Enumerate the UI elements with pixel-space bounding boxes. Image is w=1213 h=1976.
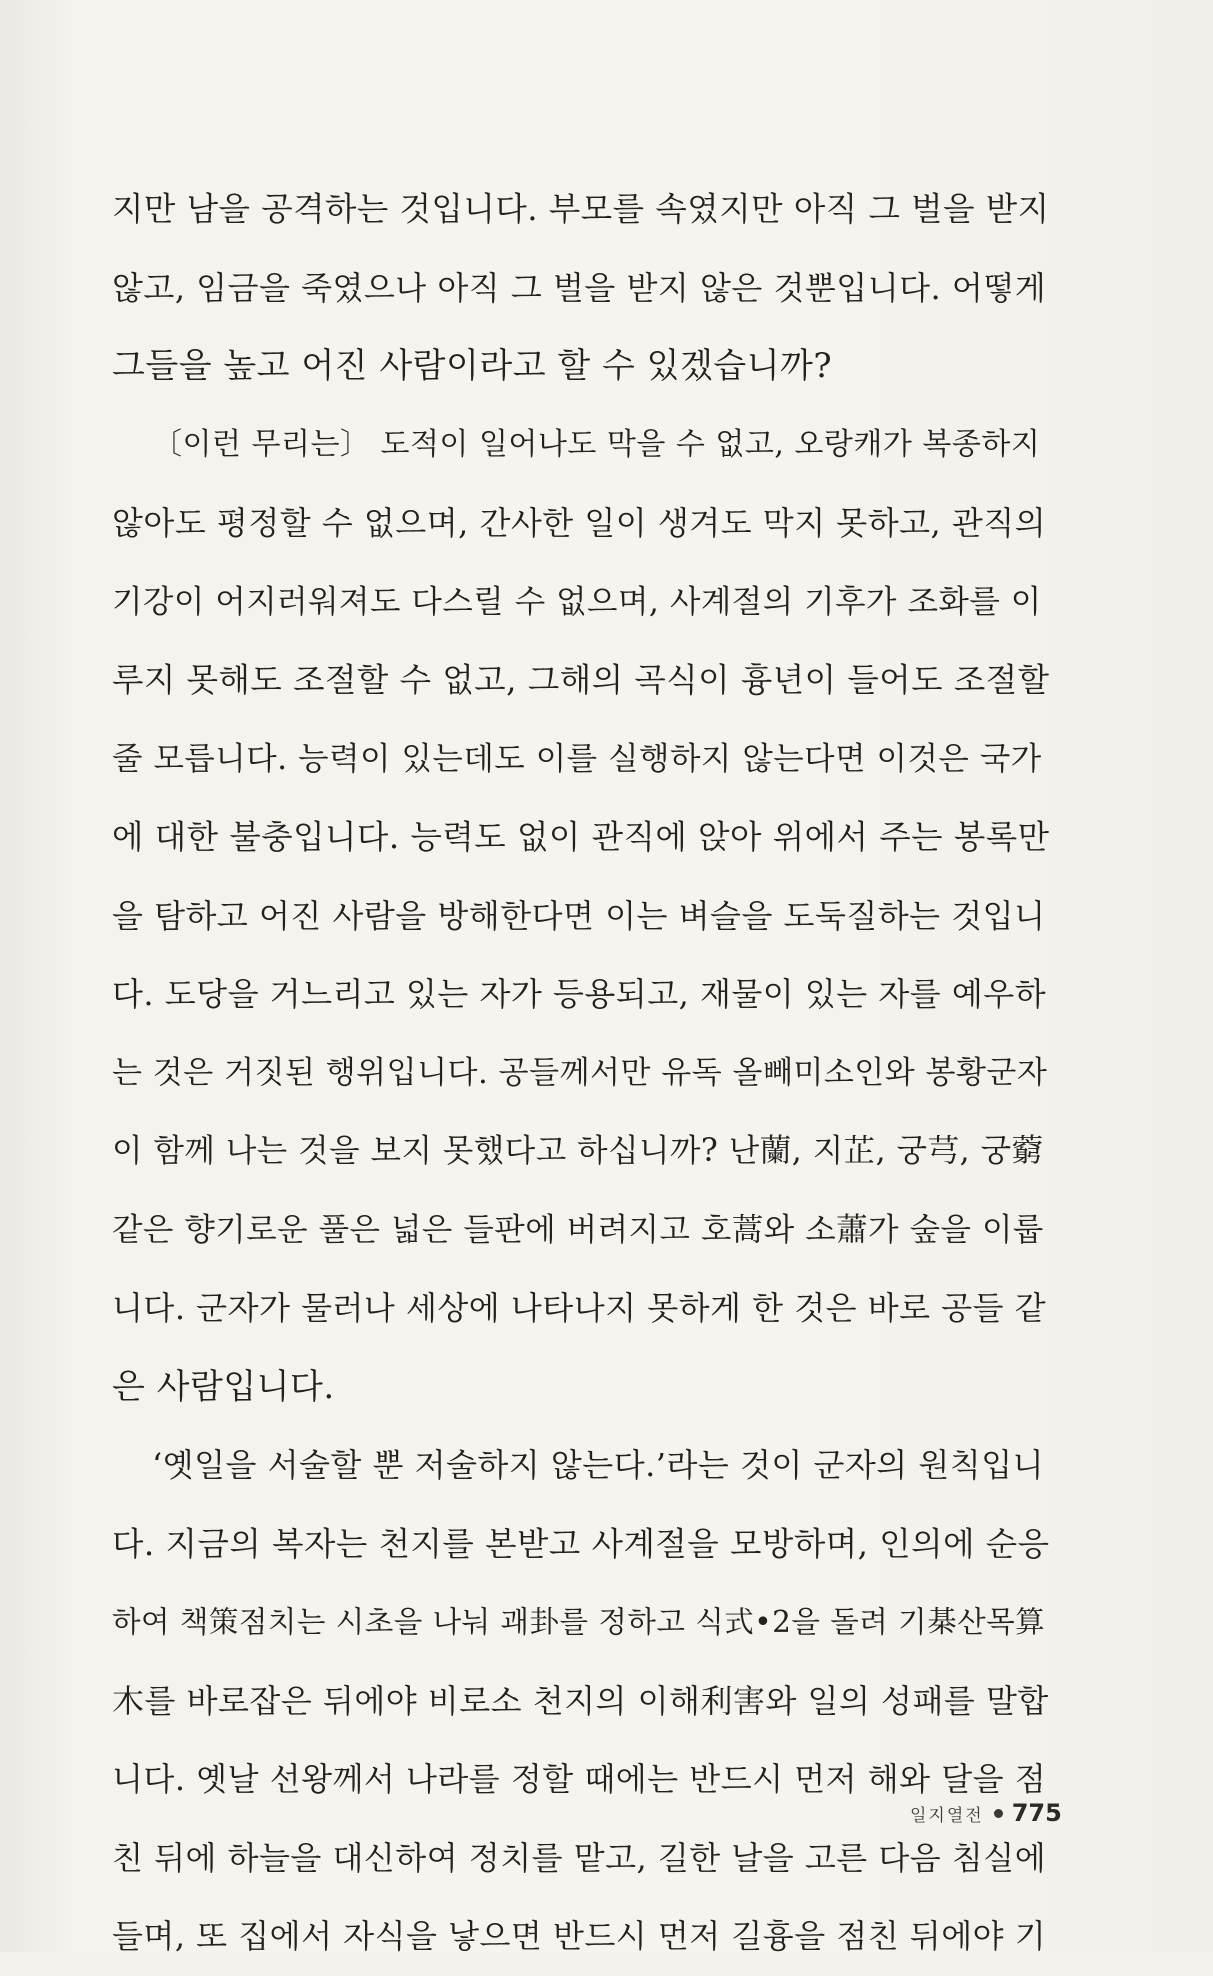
text-line: 은 사람입니다. bbox=[112, 1366, 335, 1407]
text-line: 이 함께 나는 것을 보지 못했다고 하십니까? 난蘭, 지芷, 궁芎, 궁藭 bbox=[112, 1133, 1044, 1169]
text-line: 들며, 또 집에서 자식을 낳으면 반드시 먼저 길흉을 점친 뒤에야 기 bbox=[112, 1917, 1047, 1955]
text-line: 같은 향기로운 풀은 넓은 들판에 버려지고 호蒿와 소蕭가 숲을 이룹 bbox=[112, 1211, 1044, 1248]
text-line: 루지 못해도 조절할 수 없고, 그해의 곡식이 흉년이 들어도 조절할 bbox=[112, 661, 1050, 699]
paragraph-1 bbox=[112, 170, 1052, 406]
body-text bbox=[112, 170, 1052, 1976]
text-line: 하여 책策점치는 시초을 나눠 괘卦를 정하고 식式•2을 돌려 기棊산목算 bbox=[112, 1605, 1046, 1639]
page-number: 775 bbox=[1011, 1799, 1062, 1827]
text-line: 기강이 어지러워져도 다스릴 수 없으며, 사계절의 기후가 조화를 이 bbox=[112, 583, 1042, 620]
text-line: 않고, 임금을 죽였으나 아직 그 벌을 받지 않은 것뿐입니다. 어떻게 bbox=[112, 268, 1047, 307]
paragraph-3 bbox=[112, 1426, 1052, 1976]
text-line: 다. 지금의 복자는 천지를 본받고 사계절을 모방하며, 인의에 순응 bbox=[112, 1524, 1050, 1563]
text-line: 는 것은 거짓된 행위입니다. 공들께서만 유독 올빼미소인와 봉황군자 bbox=[112, 1054, 1048, 1091]
text-line: 에 대한 불충입니다. 능력도 없이 관직에 앉아 위에서 주는 봉록만 bbox=[112, 818, 1050, 856]
text-line: 친 뒤에 하늘을 대신하여 정치를 맡고, 길한 날을 고른 다음 침실에 bbox=[112, 1838, 1047, 1877]
text-line: ‘옛일을 서술할 뿐 저술하지 않는다.’라는 것이 군자의 원칙입니 bbox=[152, 1446, 1045, 1484]
paragraph-2 bbox=[112, 406, 1052, 1427]
text-line: 木를 바로잡은 뒤에야 비로소 천지의 이해利害와 일의 성패를 말합 bbox=[112, 1681, 1049, 1720]
text-line: 니다. 옛날 선왕께서 나라를 정할 때에는 반드시 먼저 해와 달을 점 bbox=[112, 1760, 1047, 1798]
text-line: 줄 모릅니다. 능력이 있는데도 이를 실행하지 않는다면 이것은 국가 bbox=[112, 740, 1042, 777]
text-line: 그들을 높고 어진 사람이라고 할 수 있겠습니까? bbox=[112, 346, 833, 386]
text-line: 〔이런 무리는〕 도적이 일어나도 막을 수 없고, 오랑캐가 복종하지 bbox=[152, 426, 1041, 462]
bullet-icon bbox=[994, 1809, 1003, 1818]
text-line: 지만 남을 공격하는 것입니다. 부모를 속였지만 아직 그 벌을 받지 bbox=[112, 190, 1050, 228]
text-line: 다. 도당을 거느리고 있는 자가 등용되고, 재물이 있는 자를 예우하 bbox=[112, 975, 1047, 1013]
text-line: 니다. 군자가 물러나 세상에 나타나지 못하게 한 것은 바로 공들 같 bbox=[112, 1289, 1047, 1327]
text-line: 않아도 평정할 수 없으며, 간사한 일이 생겨도 막지 못하고, 관직의 bbox=[112, 504, 1047, 542]
page-footer bbox=[910, 1798, 1062, 1828]
running-head: 일지열전 bbox=[910, 1805, 984, 1826]
text-line: 을 탐하고 어진 사람을 방해한다면 이는 벼슬을 도둑질하는 것입니 bbox=[112, 896, 1046, 935]
